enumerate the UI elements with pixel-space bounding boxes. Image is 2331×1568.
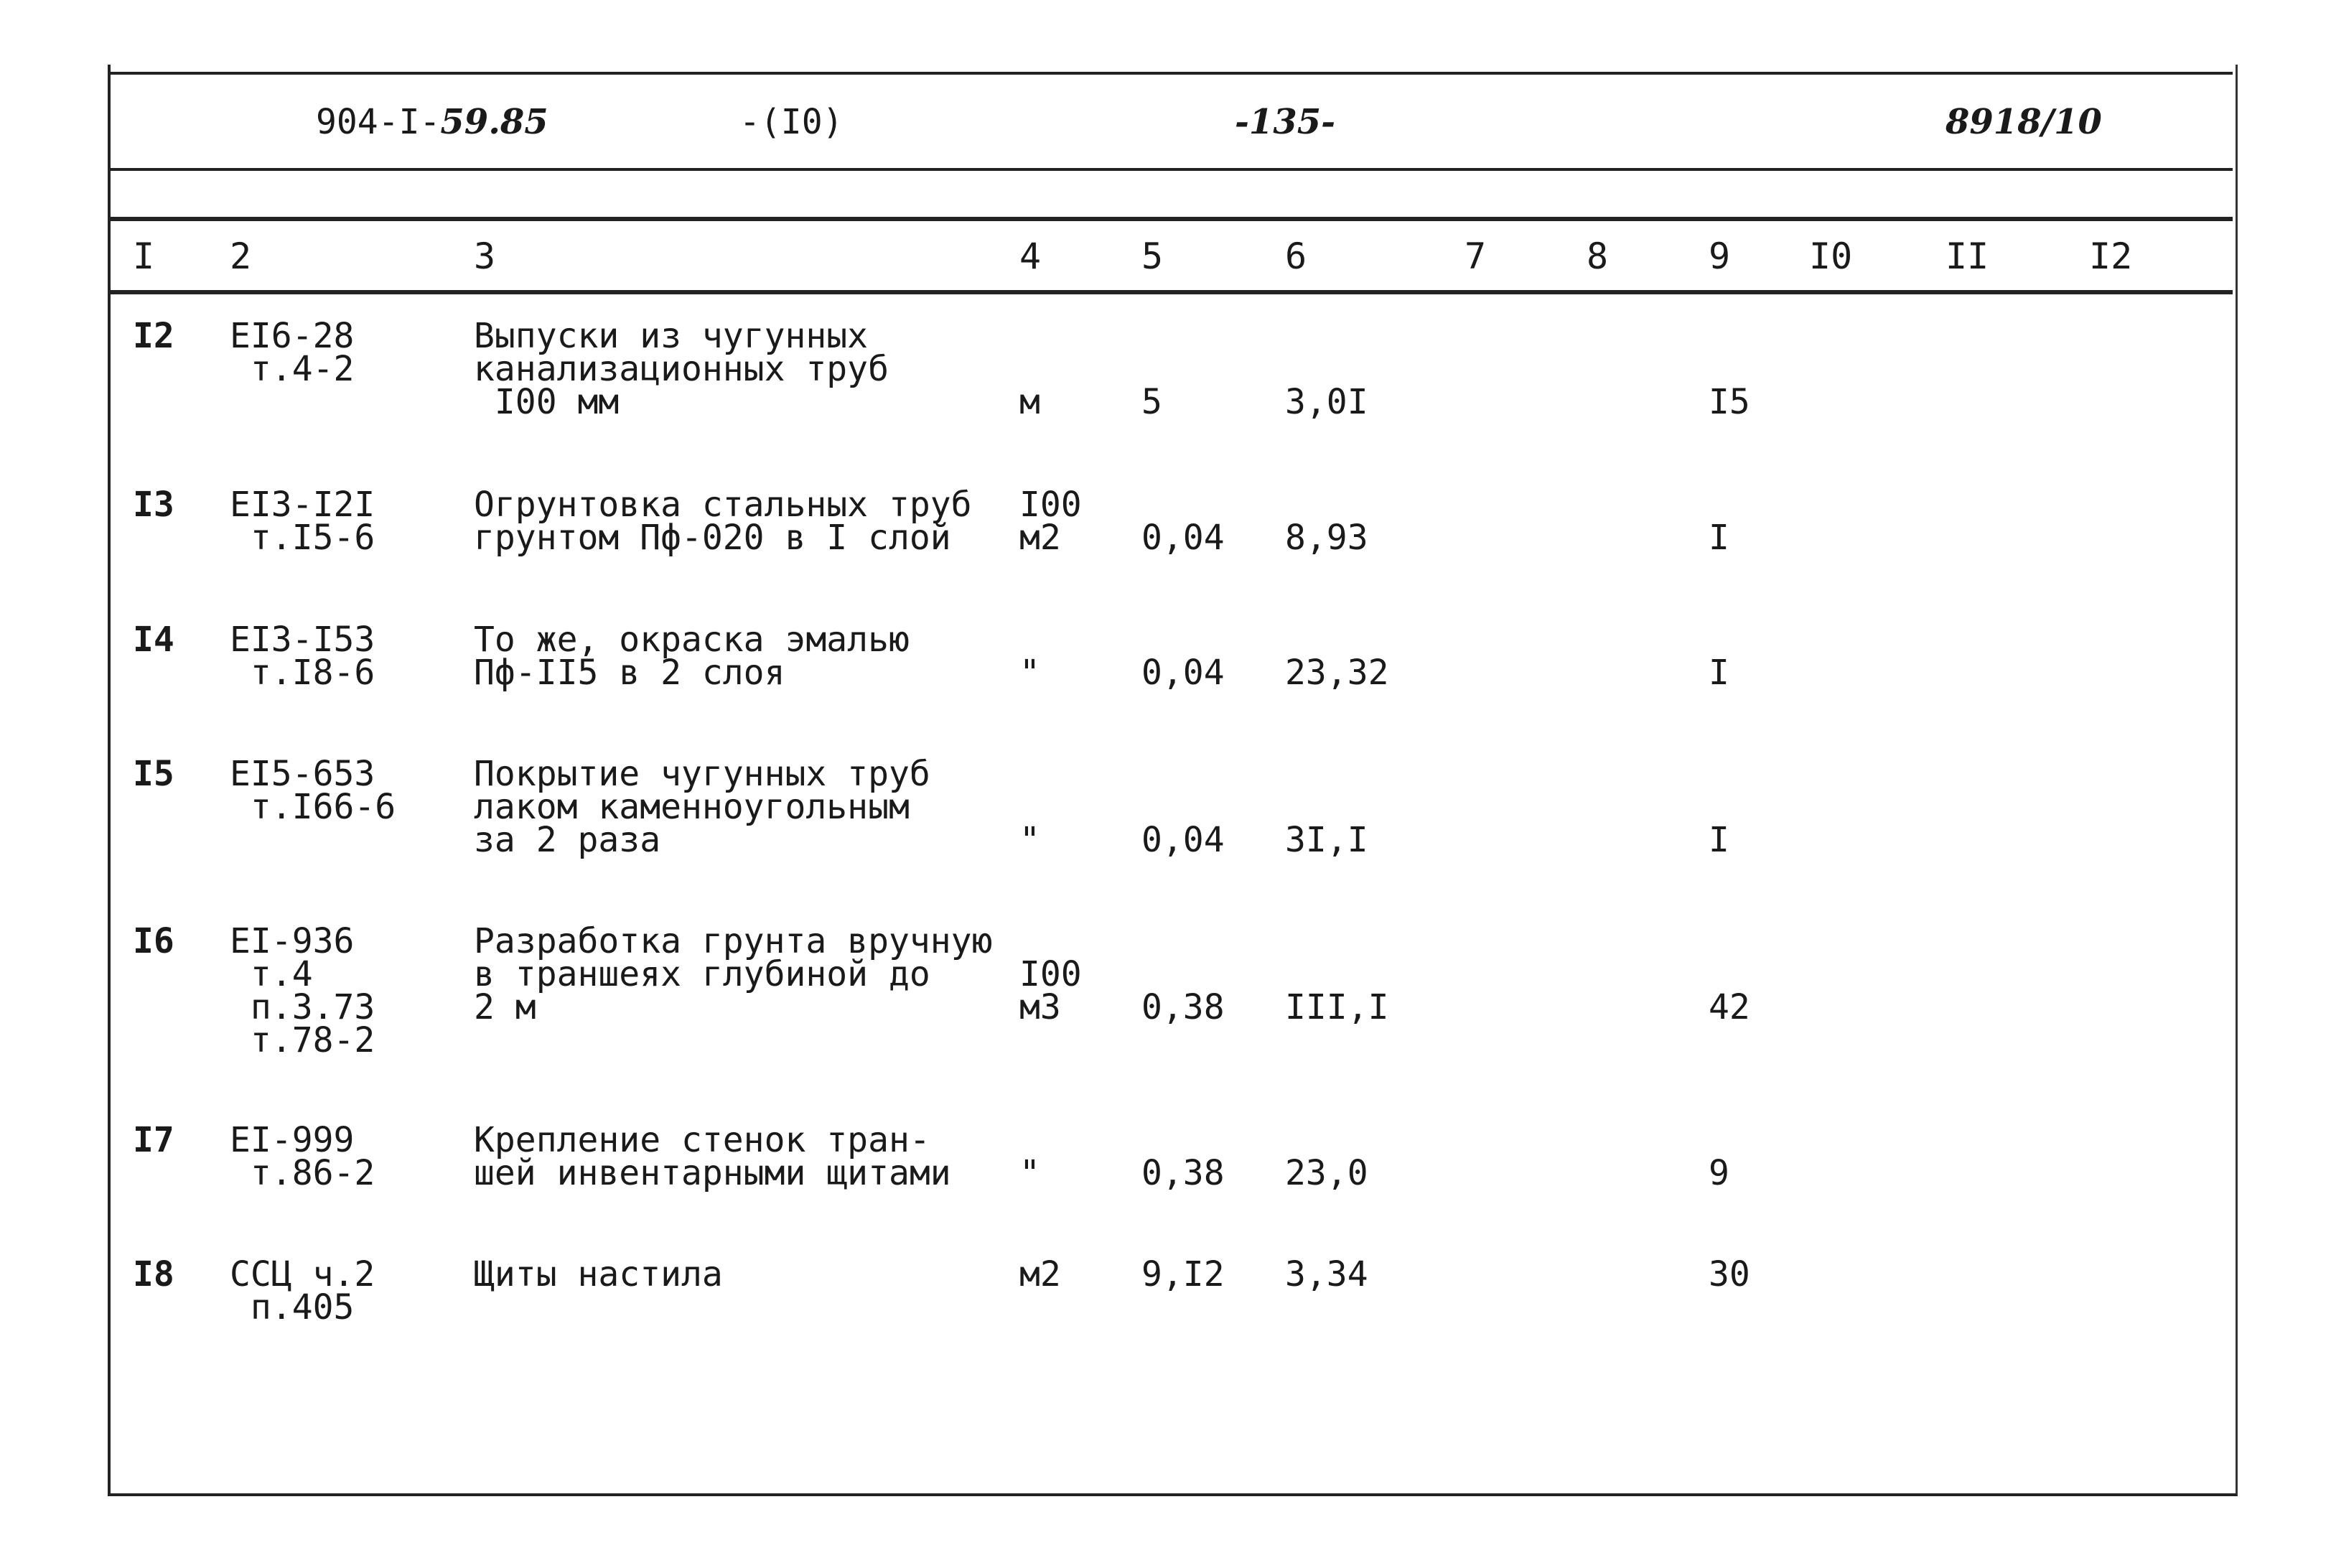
norm-code: EI6-28 т.4-2 (230, 316, 355, 389)
page-header (108, 72, 2233, 171)
archive-number: 8918/10 (1945, 102, 2102, 142)
row-number: I2 (133, 316, 174, 356)
quantity: 0,38 (1141, 987, 1225, 1027)
row-number: I6 (133, 921, 174, 961)
unit: " (1019, 653, 1040, 693)
column-header: II (1945, 235, 1989, 277)
column-header: 9 (1709, 235, 1731, 277)
column-9-value: I (1709, 820, 1729, 860)
unit-price: 3,34 (1285, 1254, 1368, 1294)
unit-price: 3,0I (1285, 382, 1368, 422)
column-header: 7 (1465, 235, 1487, 277)
column-header-row (108, 217, 2233, 294)
unit: I00 м2 (1019, 485, 1082, 558)
column-header: 4 (1019, 235, 1042, 277)
unit: " (1019, 1153, 1040, 1193)
unit: м (1019, 382, 1040, 422)
work-name: То же, окраска эмалью Пф-II5 в 2 слоя (474, 620, 910, 693)
row-number: I5 (133, 754, 174, 794)
work-name: Щиты настила (474, 1254, 723, 1294)
quantity: 5 (1141, 382, 1162, 422)
row-number: I4 (133, 620, 174, 660)
work-name: Крепление стенок тран- шей инвентарными щитами (474, 1120, 951, 1193)
norm-code: EI3-I53 т.I8-6 (230, 620, 375, 693)
document-code-handwritten: 59.85 (440, 102, 548, 142)
column-9-value: 9 (1709, 1153, 1729, 1193)
unit: " (1019, 820, 1040, 860)
column-9-value: I (1709, 518, 1729, 558)
column-header: 2 (230, 235, 252, 277)
column-header: I2 (2089, 235, 2133, 277)
work-name: Разработка грунта вручную в траншеях глубиной до 2 м (474, 921, 993, 1027)
column-9-value: 30 (1709, 1254, 1750, 1294)
quantity: 0,38 (1141, 1153, 1225, 1193)
column-header: I0 (1809, 235, 1853, 277)
unit-price: III,I (1285, 987, 1389, 1027)
unit-price: 8,93 (1285, 518, 1368, 558)
column-header: 8 (1587, 235, 1609, 277)
page-number: -135- (1235, 102, 1336, 142)
norm-code: ССЦ ч.2 п.405 (230, 1254, 375, 1327)
column-header: 5 (1141, 235, 1164, 277)
column-9-value: 42 (1709, 987, 1750, 1027)
unit: м2 (1019, 1254, 1061, 1294)
work-name: Огрунтовка стальных труб грунтом Пф-020 в I слой (474, 485, 972, 558)
quantity: 9,I2 (1141, 1254, 1225, 1294)
norm-code: EI-999 т.86-2 (230, 1120, 375, 1193)
document-code (316, 102, 548, 142)
norm-code: EI-936 т.4 п.3.73 т.78-2 (230, 921, 375, 1060)
unit: I00 м3 (1019, 954, 1082, 1027)
column-9-value: I (1709, 653, 1729, 693)
unit-price: 23,32 (1285, 653, 1389, 693)
norm-code: EI5-653 т.I66-6 (230, 754, 396, 827)
quantity: 0,04 (1141, 518, 1225, 558)
column-header: I (133, 235, 155, 277)
row-number: I7 (133, 1120, 174, 1160)
unit-price: 3I,I (1285, 820, 1368, 860)
column-9-value: I5 (1709, 382, 1750, 422)
work-name: Выпуски из чугунных канализационных труб I00 мм (474, 316, 889, 422)
column-header: 6 (1285, 235, 1307, 277)
row-number: I8 (133, 1254, 174, 1294)
column-header: 3 (474, 235, 496, 277)
row-number: I3 (133, 485, 174, 525)
sheet-index: -(I0) (739, 102, 844, 142)
quantity: 0,04 (1141, 820, 1225, 860)
norm-code: EI3-I2I т.I5-6 (230, 485, 375, 558)
quantity: 0,04 (1141, 653, 1225, 693)
work-name: Покрытие чугунных труб лаком каменноугольным за 2 раза (474, 754, 930, 860)
document-code-prefix: 904-I- (316, 102, 441, 142)
unit-price: 23,0 (1285, 1153, 1368, 1193)
